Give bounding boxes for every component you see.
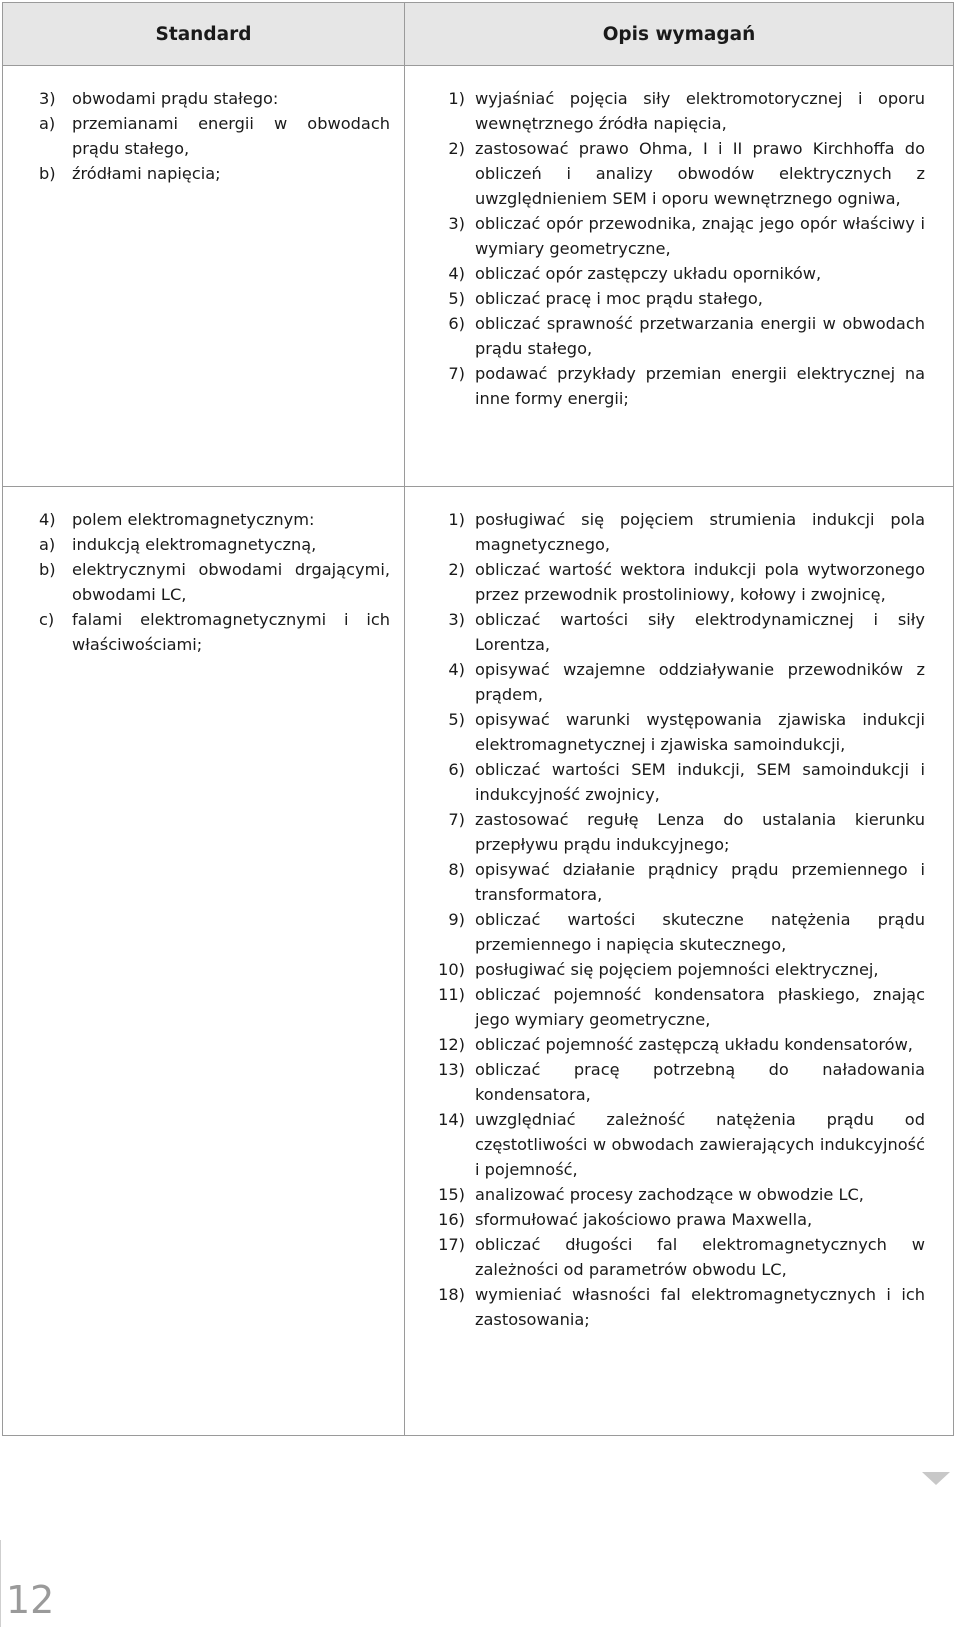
standard-item bbox=[39, 507, 390, 532]
requirement-item bbox=[419, 361, 925, 411]
requirement-item bbox=[419, 1057, 925, 1107]
requirement-number: 6) bbox=[448, 314, 465, 333]
requirement-item bbox=[419, 261, 925, 286]
requirement-item bbox=[419, 136, 925, 211]
requirement-number: 7) bbox=[448, 810, 465, 829]
header-requirements: Opis wymagań bbox=[405, 3, 954, 66]
requirement-item bbox=[419, 982, 925, 1032]
requirement-text: wyjaśniać pojęcia siły elektromotorycznej i oporu wewnętrznego źródła napięcia, bbox=[475, 89, 925, 133]
requirement-number: 16) bbox=[438, 1210, 465, 1229]
requirement-number: 3) bbox=[448, 214, 465, 233]
requirement-text: uwzględniać zależność natężenia prądu od częstotliwości w obwodach zawierających indukcyjność i pojemność, bbox=[475, 1110, 925, 1179]
sub-label: c) bbox=[39, 610, 55, 629]
requirement-text: podawać przykłady przemian energii elektrycznej na inne formy energii; bbox=[475, 364, 925, 408]
requirement-number: 1) bbox=[448, 89, 465, 108]
sub-label: a) bbox=[39, 114, 56, 133]
table-row bbox=[3, 487, 954, 1436]
requirement-item bbox=[419, 707, 925, 757]
requirements-table bbox=[2, 2, 954, 1436]
standard-title: polem elektromagnetycznym: bbox=[72, 510, 315, 529]
requirement-text: obliczać długości fal elektromagnetycznych w zależności od parametrów obwodu LC, bbox=[475, 1235, 925, 1279]
requirement-text: obliczać opór zastępczy układu oporników, bbox=[475, 264, 822, 283]
requirement-item bbox=[419, 907, 925, 957]
requirement-text: obliczać wartości siły elektrodynamicznej i siły Lorentza, bbox=[475, 610, 925, 654]
requirement-number: 17) bbox=[438, 1235, 465, 1254]
requirement-number: 11) bbox=[438, 985, 465, 1004]
requirement-item bbox=[419, 1207, 925, 1232]
requirement-text: obliczać wartości SEM indukcji, SEM samoindukcji i indukcyjność zwojnicy, bbox=[475, 760, 925, 804]
requirement-item bbox=[419, 607, 925, 657]
requirement-number: 9) bbox=[448, 910, 465, 929]
requirement-item bbox=[419, 1182, 925, 1207]
sub-label: b) bbox=[39, 560, 56, 579]
requirement-text: obliczać pojemność zastępczą układu kondensatorów, bbox=[475, 1035, 913, 1054]
requirement-item bbox=[419, 557, 925, 607]
requirement-text: obliczać wartość wektora indukcji pola wytworzonego przez przewodnik prostoliniowy, kołowy i zwojnicę, bbox=[475, 560, 925, 604]
requirement-text: obliczać pracę i moc prądu stałego, bbox=[475, 289, 763, 308]
requirement-number: 4) bbox=[448, 660, 465, 679]
requirement-number: 1) bbox=[448, 510, 465, 529]
requirement-text: analizować procesy zachodzące w obwodzie LC, bbox=[475, 1185, 864, 1204]
requirement-number: 2) bbox=[448, 560, 465, 579]
standard-number: 4) bbox=[39, 510, 56, 529]
requirement-number: 18) bbox=[438, 1285, 465, 1304]
requirement-text: posługiwać się pojęciem strumienia indukcji pola magnetycznego, bbox=[475, 510, 925, 554]
requirement-number: 3) bbox=[448, 610, 465, 629]
requirement-item bbox=[419, 1107, 925, 1182]
sub-text: źródłami napięcia; bbox=[72, 164, 221, 183]
requirement-number: 12) bbox=[438, 1035, 465, 1054]
requirement-item bbox=[419, 757, 925, 807]
requirement-number: 15) bbox=[438, 1185, 465, 1204]
header-standard: Standard bbox=[3, 3, 405, 66]
requirement-item bbox=[419, 857, 925, 907]
page-number: 12 bbox=[6, 1578, 55, 1622]
sub-label: b) bbox=[39, 164, 56, 183]
requirement-text: obliczać sprawność przetwarzania energii w obwodach prądu stałego, bbox=[475, 314, 925, 358]
requirement-number: 5) bbox=[448, 289, 465, 308]
table-header-row bbox=[3, 3, 954, 66]
triangle-down-icon bbox=[922, 1472, 950, 1485]
requirement-item bbox=[419, 657, 925, 707]
standard-sub-item bbox=[39, 532, 390, 557]
requirement-text: obliczać opór przewodnika, znając jego opór właściwy i wymiary geometryczne, bbox=[475, 214, 925, 258]
sub-text: elektrycznymi obwodami drgającymi, obwodami LC, bbox=[72, 560, 390, 604]
requirement-text: opisywać wzajemne oddziaływanie przewodników z prądem, bbox=[475, 660, 925, 704]
requirement-number: 13) bbox=[438, 1060, 465, 1079]
requirement-item bbox=[419, 957, 925, 982]
requirement-text: zastosować prawo Ohma, I i II prawo Kirchhoffa do obliczeń i analizy obwodów elektrycznych z uwzględnieniem SEM i oporu wewnętrznego ogniwa, bbox=[475, 139, 925, 208]
requirement-item bbox=[419, 1032, 925, 1057]
page-edge-line bbox=[0, 1540, 1, 1627]
standard-sub-item bbox=[39, 161, 390, 186]
requirement-text: obliczać wartości skuteczne natężenia prądu przemiennego i napięcia skutecznego, bbox=[475, 910, 925, 954]
standard-sub-item bbox=[39, 607, 390, 657]
requirement-item bbox=[419, 807, 925, 857]
sub-text: falami elektromagnetycznymi i ich właściwościami; bbox=[72, 610, 390, 654]
requirement-text: opisywać warunki występowania zjawiska indukcji elektromagnetycznej i zjawiska samoindukcji, bbox=[475, 710, 925, 754]
requirement-number: 8) bbox=[448, 860, 465, 879]
requirements-cell bbox=[405, 487, 954, 1436]
requirement-number: 10) bbox=[438, 960, 465, 979]
table-row bbox=[3, 66, 954, 487]
standard-sub-item bbox=[39, 111, 390, 161]
sub-text: przemianami energii w obwodach prądu stałego, bbox=[72, 114, 390, 158]
requirements-cell bbox=[405, 66, 954, 487]
requirement-text: obliczać pojemność kondensatora płaskiego, znając jego wymiary geometryczne, bbox=[475, 985, 925, 1029]
standard-cell bbox=[3, 66, 405, 487]
requirement-number: 5) bbox=[448, 710, 465, 729]
standard-cell bbox=[3, 487, 405, 1436]
standard-number: 3) bbox=[39, 89, 56, 108]
requirement-number: 4) bbox=[448, 264, 465, 283]
requirement-text: posługiwać się pojęciem pojemności elektrycznej, bbox=[475, 960, 879, 979]
requirement-text: wymieniać własności fal elektromagnetycznych i ich zastosowania; bbox=[475, 1285, 925, 1329]
requirement-text: zastosować regułę Lenza do ustalania kierunku przepływu prądu indukcyjnego; bbox=[475, 810, 925, 854]
requirement-text: sformułować jakościowo prawa Maxwella, bbox=[475, 1210, 813, 1229]
sub-text: indukcją elektromagnetyczną, bbox=[72, 535, 317, 554]
sub-label: a) bbox=[39, 535, 56, 554]
requirement-number: 6) bbox=[448, 760, 465, 779]
requirement-item bbox=[419, 286, 925, 311]
requirement-item bbox=[419, 1232, 925, 1282]
requirement-number: 14) bbox=[438, 1110, 465, 1129]
requirement-item bbox=[419, 311, 925, 361]
requirement-item bbox=[419, 211, 925, 261]
requirement-item bbox=[419, 1282, 925, 1332]
standard-sub-item bbox=[39, 557, 390, 607]
standard-item bbox=[39, 86, 390, 111]
requirement-item bbox=[419, 86, 925, 136]
standard-title: obwodami prądu stałego: bbox=[72, 89, 279, 108]
requirement-number: 2) bbox=[448, 139, 465, 158]
requirement-item bbox=[419, 507, 925, 557]
requirement-text: opisywać działanie prądnicy prądu przemiennego i transformatora, bbox=[475, 860, 925, 904]
requirement-text: obliczać pracę potrzebną do naładowania kondensatora, bbox=[475, 1060, 925, 1104]
requirement-number: 7) bbox=[448, 364, 465, 383]
